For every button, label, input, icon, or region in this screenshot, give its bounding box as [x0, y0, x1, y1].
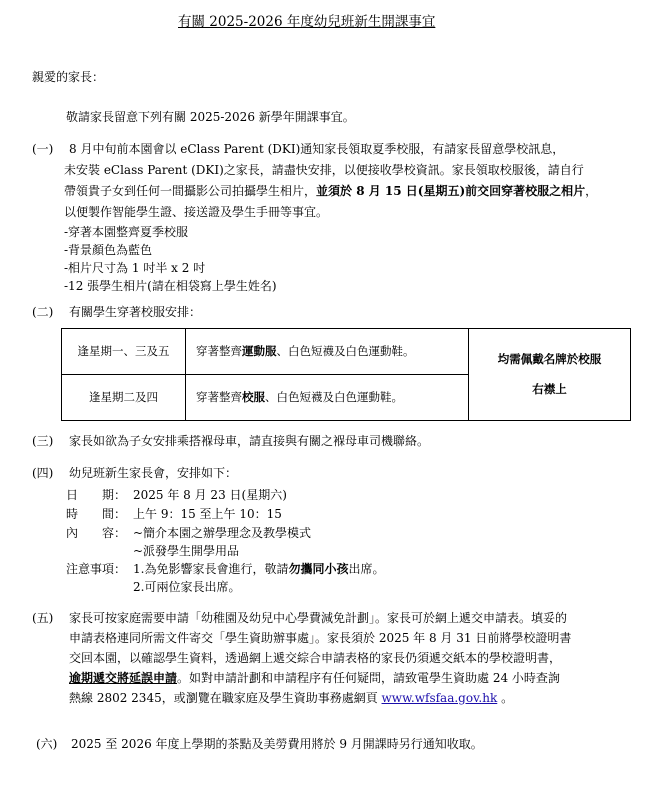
section-1-line-2: 未安裝 eClass Parent (DKI)之家長，請盡快安排，以便接收學校資訊。家長領取校服後，請自行	[64, 163, 584, 177]
section-5-line-4: 逾期遞交將延誤申請。如對申請計劃和申請程序有任何疑問，請致電學生資助處 24 小時查詢	[69, 671, 560, 685]
section-1-line-3-end: ，	[585, 184, 598, 198]
section-2-heading: 有關學生穿著校服安排：	[69, 305, 202, 319]
uniform-day: 逢星期二及四	[62, 375, 186, 421]
meeting-time-label: 時 間：	[66, 507, 127, 521]
section-1-line-3	[64, 184, 597, 199]
uniform-type: 運動服	[242, 344, 277, 359]
uniform-description: 穿著整齊運動服、白色短襪及白色運動鞋。	[186, 329, 469, 375]
meeting-note: 1.為免影響家長會進行，敬請勿攜同小孩出席。	[133, 562, 385, 576]
meeting-content-item: ~簡介本園之辦學理念及教學模式	[133, 526, 312, 540]
photo-deadline: 並須於 8 月 15 日(星期五)前交回穿著校服之相片	[316, 184, 586, 198]
photo-requirement: -相片尺寸為 1 吋半 x 2 吋	[64, 261, 206, 275]
meeting-date-label: 日 期：	[66, 488, 127, 502]
section-number: (五)	[32, 611, 54, 625]
section-1-line-1: 8 月中旬前本園會以 eClass Parent (DKI)通知家長領取夏季校服，有請家長留意學校訊息，	[69, 142, 565, 156]
section-number: (二)	[32, 305, 54, 319]
section-number: (一)	[32, 142, 54, 156]
meeting-content-label: 內 容：	[66, 526, 127, 540]
meeting-content-item: ~派發學生開學用品	[133, 544, 240, 558]
section-1-line-4: 以便製作智能學生證、接送證及學生手冊等事宜。	[64, 205, 329, 219]
meeting-date: 2025 年 8 月 23 日(星期六)	[133, 488, 287, 502]
wfsfaa-link[interactable]: www.wfsfaa.gov.hk	[381, 691, 498, 705]
table-row	[62, 329, 631, 375]
meeting-time: 上午 9：15 至上午 10：15	[133, 507, 282, 521]
photo-requirement: -穿著本園整齊夏季校服	[64, 225, 189, 239]
page-title: 有關 2025-2026 年度幼兒班新生開課事宜	[178, 14, 436, 30]
uniform-description: 穿著整齊校服、白色短襪及白色運動鞋。	[186, 375, 469, 421]
section-4-heading: 幼兒班新生家長會，安排如下：	[69, 466, 238, 480]
section-5-line-2: 申請表格連同所需文件寄交「學生資助辦事處」。家長須於 2025 年 8 月 31 日前將學校證明書	[69, 631, 572, 645]
uniform-type: 校服	[242, 390, 265, 405]
photo-requirement: -背景顏色為藍色	[64, 243, 153, 257]
section-number: (三)	[32, 434, 54, 448]
photo-requirement: -12 張學生相片(請在相袋寫上學生姓名)	[64, 279, 277, 293]
meeting-note: 2.可兩位家長出席。	[133, 580, 241, 594]
section-5-line-5: 熱線 2802 2345，或瀏覽在職家庭及學生資助事務處網頁 www.wfsfaa.gov.hk 。	[69, 691, 514, 705]
section-6-text: 2025 至 2026 年度上學期的茶點及美勞費用將於 9 月開課時另行通知收取。	[71, 737, 483, 751]
notes-label: 注意事項：	[66, 562, 127, 576]
section-5-line-1: 家長可按家庭需要申請「幼稚園及幼兒中心學費減免計劃」。家長可於網上遞交申請表。填妥的	[69, 611, 568, 625]
name-tag-note: 均需佩戴名牌於校服 右襟上	[469, 329, 631, 421]
no-children-notice: 勿攜同小孩	[288, 562, 349, 576]
uniform-day: 逢星期一、三及五	[62, 329, 186, 375]
section-1-line-3-text: 帶領貴子女到任何一間攝影公司拍攝學生相片，	[64, 184, 317, 198]
late-submission-warning: 逾期遞交將延誤申請	[69, 671, 178, 685]
greeting: 親愛的家長：	[32, 70, 105, 84]
section-5-line-3: 交回本園，以確認學生資料，透過網上遞交綜合申請表格的家長仍須遞交紙本的學校證明書，	[69, 651, 562, 665]
intro-text: 敬請家長留意下列有關 2025-2026 新學年開課事宜。	[66, 110, 355, 124]
section-number: (四)	[32, 466, 54, 480]
section-number: (六)	[36, 737, 58, 751]
section-3-text: 家長如欲為子女安排乘搭褓母車，請直接與有關之褓母車司機聯絡。	[69, 434, 430, 448]
uniform-table	[61, 328, 631, 421]
